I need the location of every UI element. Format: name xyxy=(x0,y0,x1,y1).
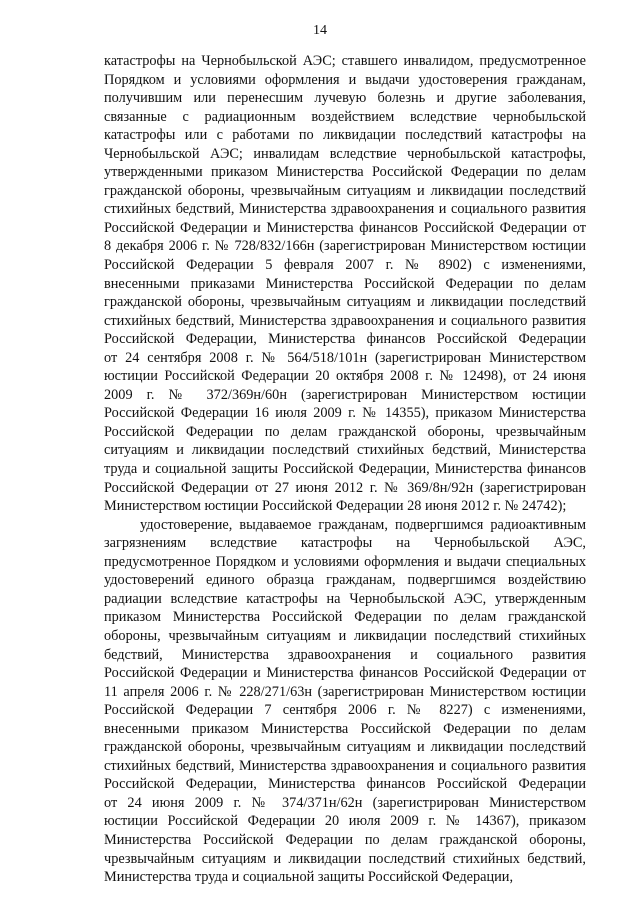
paragraph-1 xyxy=(104,52,586,516)
text-line: Министерства Российской Федерации по делам гражданской обороны, xyxy=(104,831,586,848)
text-line: ситуациям и ликвидации последствий стихийных бедствий, Министерства xyxy=(104,442,586,459)
text-line: Российской Федерации и Министерства финансов Российской Федерации от xyxy=(104,665,586,682)
text-line: юстиции Российской Федерации 20 октября 2008 г. № 12498), от 24 июня xyxy=(104,368,586,385)
text-line: стихийных бедствий, Министерства здравоохранения и социального развития xyxy=(104,312,586,329)
text-line: получившим или перенесшим лучевую болезнь и другие заболевания, xyxy=(104,90,586,107)
text-line: катастрофы или с работами по ликвидации последствий катастрофы на xyxy=(104,127,586,144)
text-line: Российской Федерации и Министерства финансов Российской Федерации от xyxy=(104,219,586,236)
text-line: Чернобыльской АЭС; инвалидам вследствие чернобыльской катастрофы, xyxy=(104,145,586,162)
text-line: приказом Министерства Российской Федерации по делам гражданской xyxy=(104,609,586,626)
text-line: Российской Федерации, Министерства финансов Российской Федерации xyxy=(104,331,586,348)
page-number: 14 xyxy=(313,23,327,38)
text-line: удостоверение, выдаваемое гражданам, подвергшимся радиоактивным xyxy=(140,516,586,533)
text-line: загрязнениям вследствие катастрофы на Чернобыльской АЭС, xyxy=(104,535,586,552)
text-line: чрезвычайным ситуациям и ликвидации последствий стихийных бедствий, xyxy=(104,850,586,867)
text-line: внесенными приказом Министерства Российской Федерации по делам xyxy=(104,720,586,737)
paragraph-2 xyxy=(104,516,586,887)
text-line: 2009 г. № 372/369н/60н (зарегистрирован Министерством юстиции xyxy=(104,386,586,403)
text-line: Российской Федерации, Министерства финансов Российской Федерации xyxy=(104,776,586,793)
text-line: труда и социальной защиты Российской Федерации, Министерства финансов xyxy=(104,461,586,478)
text-line: гражданской обороны, чрезвычайным ситуациям и ликвидации последствий xyxy=(104,294,586,311)
document-body xyxy=(104,52,586,887)
text-line: 8 декабря 2006 г. № 728/832/166н (зарегистрирован Министерством юстиции xyxy=(104,238,586,255)
text-line: Российской Федерации по делам гражданской обороны, чрезвычайным xyxy=(104,423,586,440)
text-line: Порядком и условиями оформления и выдачи удостоверения гражданам, xyxy=(104,71,586,88)
text-line: от 24 сентября 2008 г. № 564/518/101н (зарегистрирован Министерством xyxy=(104,349,586,366)
text-line: обороны, чрезвычайным ситуациям и ликвидации последствий стихийных xyxy=(104,627,586,644)
text-line: Российской Федерации от 27 июня 2012 г. № 369/8н/92н (зарегистрирован xyxy=(104,479,586,496)
text-line: гражданской обороны, чрезвычайным ситуациям и ликвидации последствий xyxy=(104,182,586,199)
text-line: стихийных бедствий, Министерства здравоохранения и социального развития xyxy=(104,201,586,218)
text-line: связанные с радиационным воздействием вследствие чернобыльской xyxy=(104,108,586,125)
text-line: Российской Федерации 16 июля 2009 г. № 14355), приказом Министерства xyxy=(104,405,586,422)
text-line: утвержденными приказом Министерства Российской Федерации по делам xyxy=(104,164,586,181)
text-line: Российской Федерации 7 сентября 2006 г. № 8227) с изменениями, xyxy=(104,702,586,719)
text-line: радиации вследствие катастрофы на Чернобыльской АЭС, утвержденным xyxy=(104,590,586,607)
text-line: внесенными приказами Министерства Российской Федерации по делам xyxy=(104,275,586,292)
text-line: Министерства труда и социальной защиты Российской Федерации, xyxy=(104,869,514,886)
text-line: предусмотренное Порядком и условиями оформления и выдачи специальных xyxy=(104,553,586,570)
text-line: удостоверений единого образца гражданам, подвергшимся воздействию xyxy=(104,572,586,589)
text-line: Министерством юстиции Российской Федерации 28 июня 2012 г. № 24742); xyxy=(104,498,567,515)
text-line: гражданской обороны, чрезвычайным ситуациям и ликвидации последствий xyxy=(104,739,586,756)
text-line: катастрофы на Чернобыльской АЭС; ставшего инвалидом, предусмотренное xyxy=(104,53,586,69)
text-line: от 24 июня 2009 г. № 374/371н/62н (зарегистрирован Министерством xyxy=(104,794,586,811)
text-line: бедствий, Министерства здравоохранения и социального развития xyxy=(104,646,586,663)
text-line: стихийных бедствий, Министерства здравоохранения и социального развития xyxy=(104,757,586,774)
text-line: Российской Федерации 5 февраля 2007 г. № 8902) с изменениями, xyxy=(104,257,586,274)
text-line: юстиции Российской Федерации 20 июля 2009 г. № 14367), приказом xyxy=(104,813,586,830)
text-line: 11 апреля 2006 г. № 228/271/63н (зарегистрирован Министерством юстиции xyxy=(104,683,586,700)
